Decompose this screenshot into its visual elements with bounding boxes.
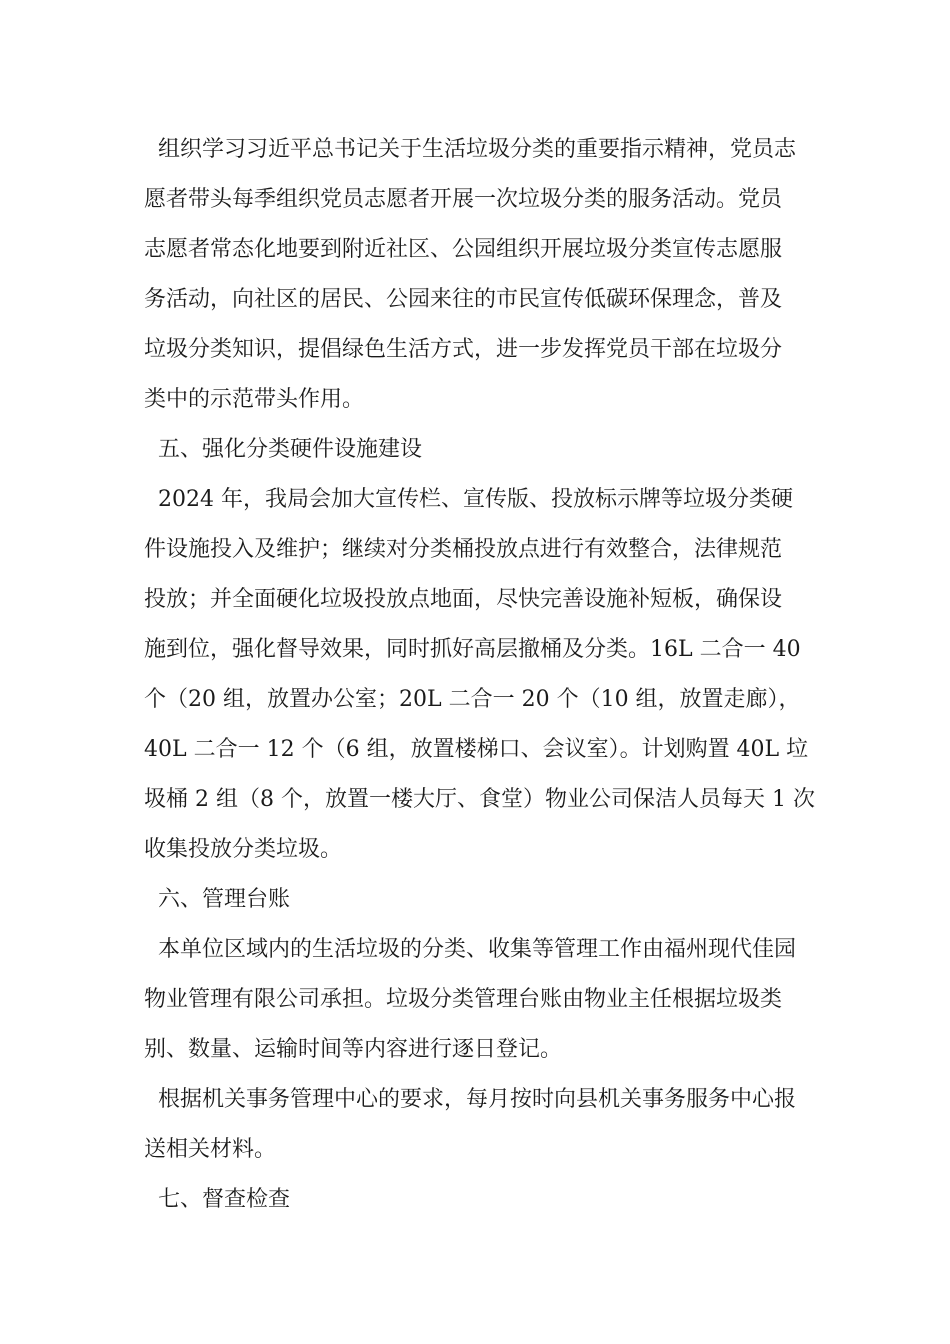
section-heading: 五、强化分类硬件设施建设 (144, 437, 422, 462)
paragraph-line: 志愿者常态化地要到附近社区、公园组织开展垃圾分类宣传志愿服 (144, 237, 783, 262)
paragraph-line: 物业管理有限公司承担。垃圾分类管理台账由物业主任根据垃圾类 (144, 987, 783, 1012)
paragraph-line: 投放；并全面硬化垃圾投放点地面，尽快完善设施补短板，确保设 (144, 587, 783, 612)
paragraph-line: 2024 年，我局会加大宣传栏、宣传版、投放标示牌等垃圾分类硬 (144, 487, 793, 512)
paragraph-line: 务活动，向社区的居民、公园来往的市民宣传低碳环保理念，普及 (144, 287, 783, 312)
paragraph-line: 个（20 组，放置办公室；20L 二合一 20 个（10 组，放置走廊）， (144, 687, 801, 712)
paragraph-line: 类中的示范带头作用。 (144, 387, 365, 412)
section-heading: 六、管理台账 (144, 887, 290, 912)
paragraph-line: 愿者带头每季组织党员志愿者开展一次垃圾分类的服务活动。党员 (144, 187, 783, 212)
paragraph-line: 圾桶 2 组（8 个，放置一楼大厅、食堂）物业公司保洁人员每天 1 次 (144, 787, 815, 812)
paragraph-line: 别、数量、运输时间等内容进行逐日登记。 (144, 1037, 563, 1062)
paragraph-line: 件设施投入及维护；继续对分类桶投放点进行有效整合，法律规范 (144, 537, 783, 562)
paragraph-line: 施到位，强化督导效果，同时抓好高层撤桶及分类。16L 二合一 40 (144, 637, 801, 662)
paragraph-line: 根据机关事务管理中心的要求，每月按时向县机关事务服务中心报 (144, 1087, 796, 1112)
paragraph-line: 40L 二合一 12 个（6 组，放置楼梯口、会议室）。计划购置 40L 垃 (144, 737, 809, 762)
paragraph-line: 收集投放分类垃圾。 (144, 837, 343, 862)
paragraph-line: 本单位区域内的生活垃圾的分类、收集等管理工作由福州现代佳园 (144, 937, 796, 962)
paragraph-line: 组织学习习近平总书记关于生活垃圾分类的重要指示精神，党员志 (144, 137, 796, 162)
section-heading: 七、督查检查 (144, 1187, 290, 1212)
paragraph-line: 送相关材料。 (144, 1137, 277, 1162)
paragraph-line: 垃圾分类知识，提倡绿色生活方式，进一步发挥党员干部在垃圾分 (144, 337, 783, 362)
